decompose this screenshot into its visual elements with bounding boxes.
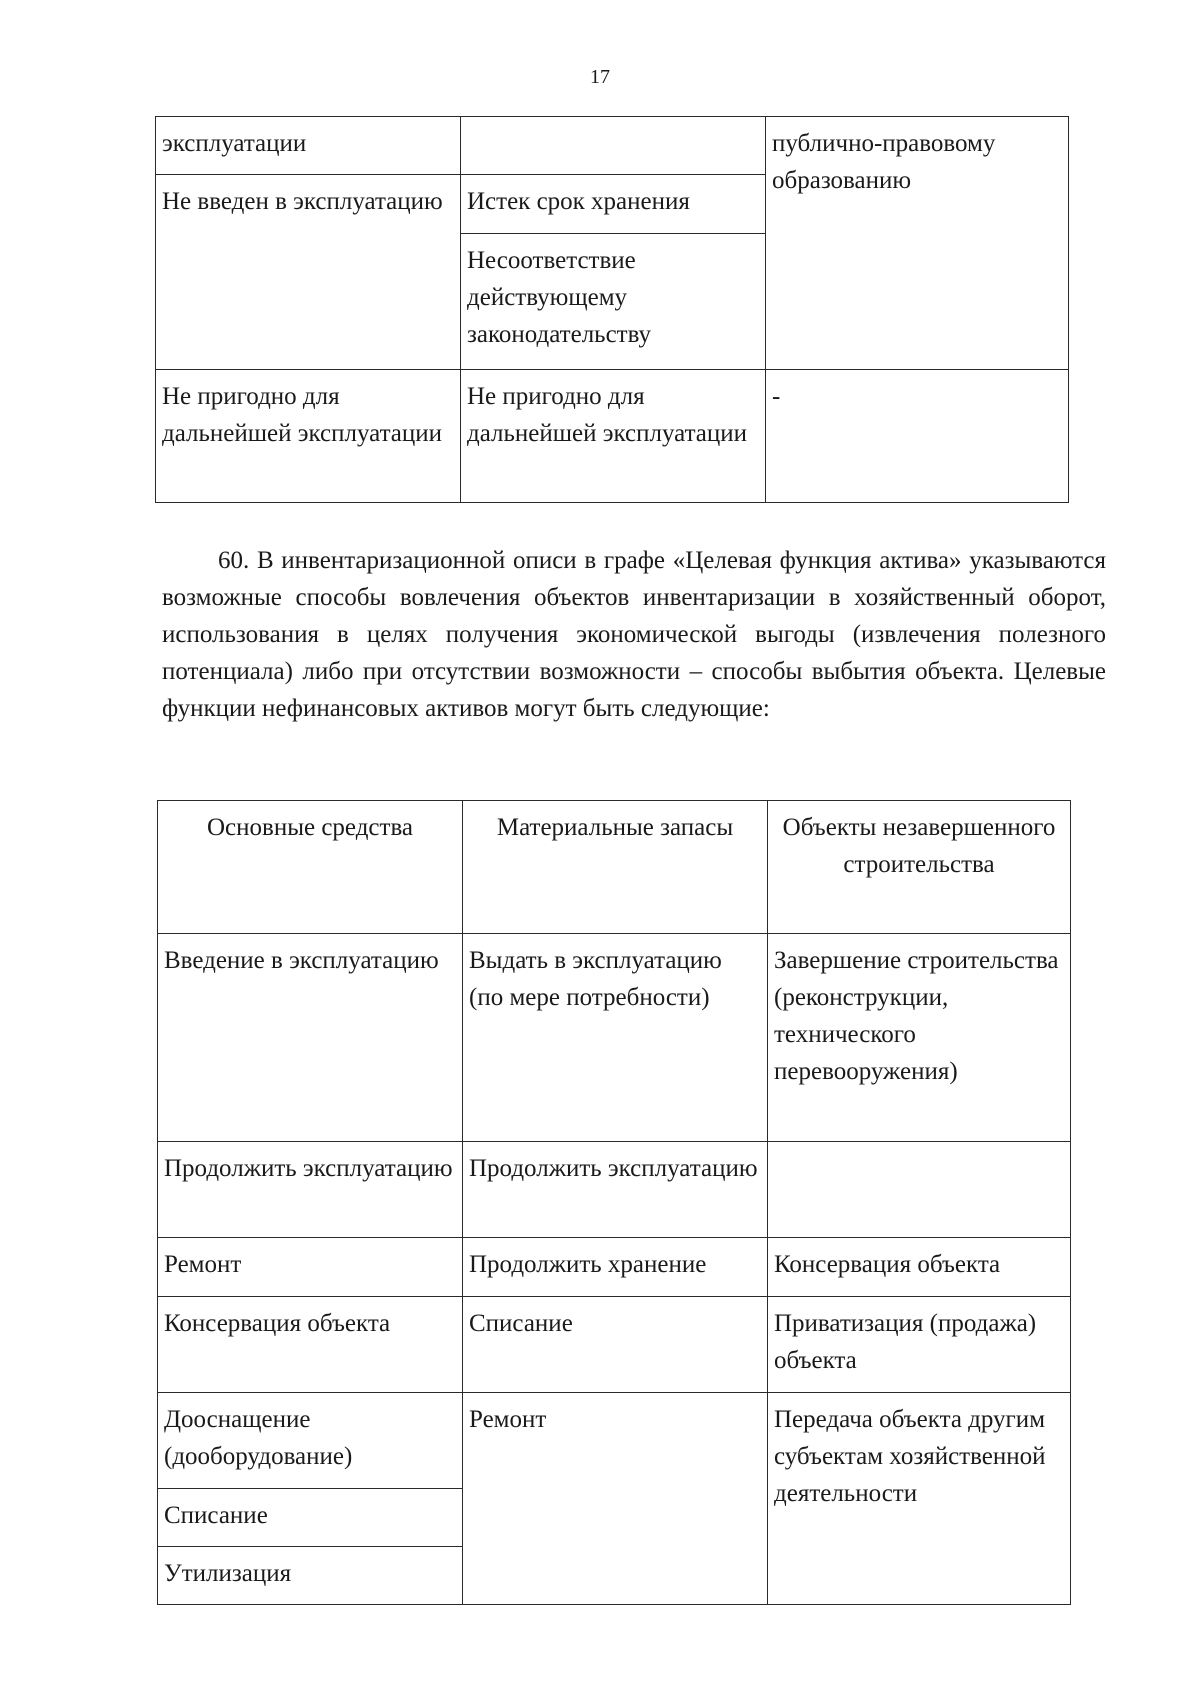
table-cell: Продолжить эксплуатацию [158, 1142, 463, 1238]
table-cell: Продолжить хранение [463, 1238, 768, 1297]
status-table-continued [155, 116, 1069, 503]
table-cell: Консервация объекта [158, 1297, 463, 1393]
page-number: 17 [590, 66, 610, 88]
table-cell: Введение в эксплуатацию [158, 934, 463, 1142]
table-cell: публично-правовому образованию [766, 117, 1069, 370]
header-fixed-assets: Основные средства [158, 801, 463, 934]
table-cell: Несоответствие действующему законодательству [461, 234, 766, 370]
table-cell: Утилизация [158, 1547, 463, 1605]
table-cell: Дооснащение (дооборудование) [158, 1393, 463, 1489]
table-row [158, 1142, 1071, 1238]
table-cell: Не введен в эксплуатацию [156, 175, 461, 370]
table-cell: Консервация объекта [768, 1238, 1071, 1297]
table-row [156, 117, 1069, 175]
header-inventories: Материальные запасы [463, 801, 768, 934]
table-row [158, 1297, 1071, 1393]
table-cell: Завершение строительства (реконструкции, технического перевооружения) [768, 934, 1071, 1142]
header-construction-in-progress: Объекты незавершенного строительства [768, 801, 1071, 934]
table-row [158, 1393, 1071, 1489]
table-header-row [158, 801, 1071, 934]
table-cell: Истек срок хранения [461, 175, 766, 234]
table-cell: Продолжить эксплуатацию [463, 1142, 768, 1238]
table-cell: Не пригодно для дальнейшей эксплуатации [461, 370, 766, 503]
table-cell: Списание [158, 1489, 463, 1547]
table-cell: Не пригодно для дальнейшей эксплуатации [156, 370, 461, 503]
paragraph-60: 60. В инвентаризационной описи в графе «Целевая функция актива» указываются возможные способы вовлечения объектов инвентаризации в хозяйственный оборот, использования в целях получения экономической выгоды (извлечения полезного потенциала) либо при отсутствии возможности – способы выбытия объекта. Целевые функции нефинансовых активов могут быть следующие: [162, 547, 1106, 722]
table-cell [461, 117, 766, 175]
table-row [156, 370, 1069, 503]
table-cell: - [766, 370, 1069, 503]
table-row [158, 1238, 1071, 1297]
table-cell: Выдать в эксплуатацию (по мере потребности) [463, 934, 768, 1142]
table-cell: эксплуатации [156, 117, 461, 175]
table-cell: Ремонт [463, 1393, 768, 1605]
table-cell: Ремонт [158, 1238, 463, 1297]
table-cell: Передача объекта другим субъектам хозяйственной деятельности [768, 1393, 1071, 1605]
table-cell: Списание [463, 1297, 768, 1393]
table-row [158, 934, 1071, 1142]
target-functions-table [157, 800, 1071, 1605]
table-cell [768, 1142, 1071, 1238]
table-cell: Приватизация (продажа) объекта [768, 1297, 1071, 1393]
